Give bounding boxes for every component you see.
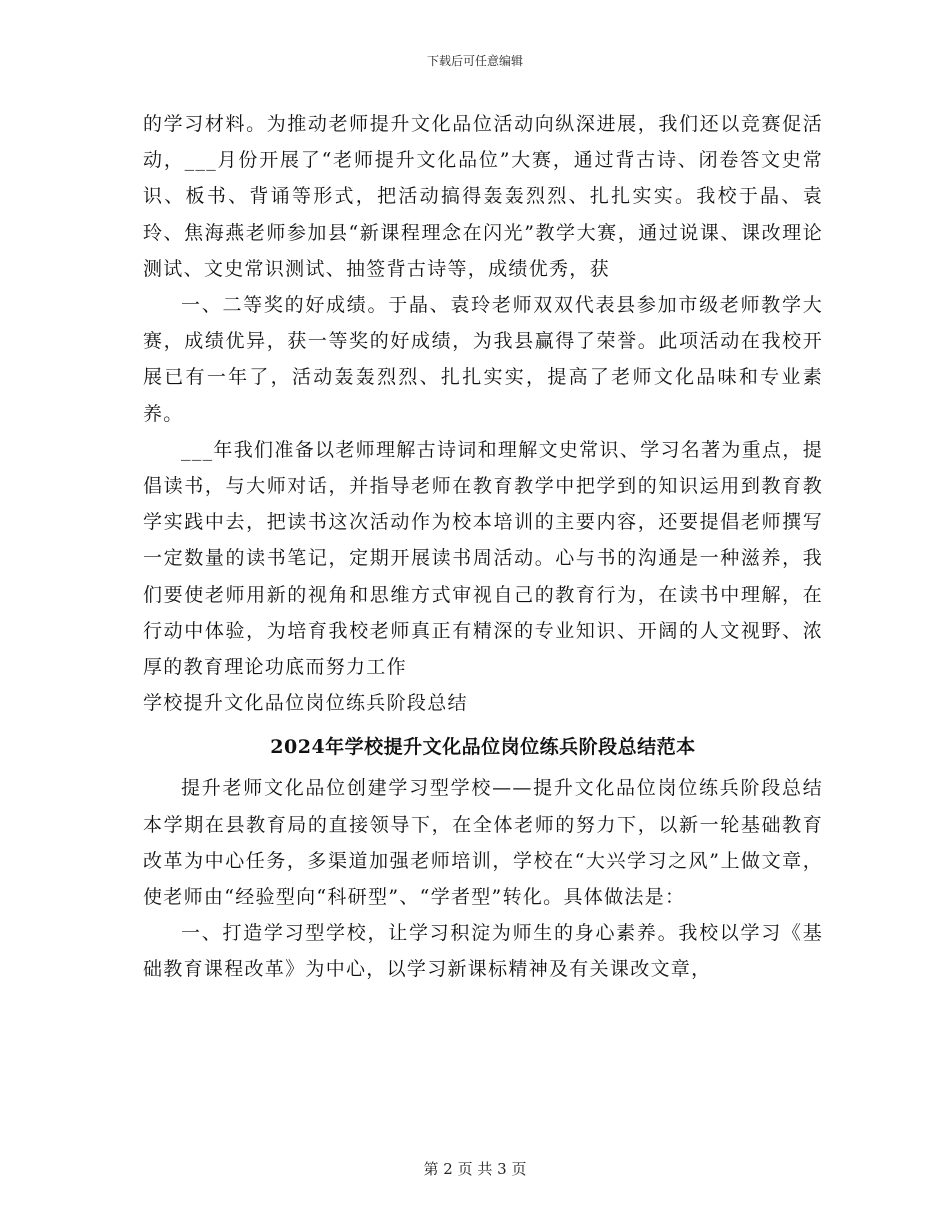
page-header-note: 下载后可任意编辑 [426, 54, 523, 68]
paragraph-award-results: 一、二等奖的好成绩。于晶、袁玲老师双双代表县参加市级老师教学大赛，成绩优异，获一等奖的好成绩，为我县赢得了荣誉。此项活动在我校开展已有一年了，活动轰轰烈烈、扎扎实实，提高了老师文化品味和专业素养。 [143, 294, 823, 425]
section-title: 2024年学校提升文化品位岗位练兵阶段总结范本 [270, 736, 696, 759]
paragraph-point-one: 一、打造学习型学校，让学习积淀为师生的身心素养。我校以学习《基础教育课程改革》为中心，以学习新课标精神及有关课改文章， [143, 922, 823, 981]
document-body [143, 106, 823, 988]
paragraph-next-year-plan: ___年我们准备以老师理解古诗词和理解文史常识、学习名著为重点，提倡读书，与大师对话，并指导老师在教育教学中把学到的知识运用到教育教学实践中去，把读书这次活动作为校本培训的主要内容，还要提倡老师撰写一定数量的读书笔记，定期开展读书周活动。心与书的沟通是一种滋养，我们要使老师用新的视角和思维方式审视自己的教育行为，在读书中理解，在行动中体验，为培育我校老师真正有精深的专业知识、开阔的人文视野、浓厚的教育理论功底而努力工作 [143, 438, 823, 679]
paragraph-study-materials: 的学习材料。为推动老师提升文化品位活动向纵深进展，我们还以竞赛促活动，___月份开展了“老师提升文化品位”大赛，通过背古诗、闭卷答文史常识、板书、背诵等形式，把活动搞得轰轰烈烈、扎扎实实。我校于晶、袁玲、焦海燕老师参加县“新课程理念在闪光”教学大赛，通过说课、课改理论测试、文史常识测试、抽签背古诗等，成绩优秀，获 [143, 113, 823, 280]
page-number-footer: 第 2 页 共 3 页 [423, 1160, 527, 1178]
paragraph-intro: 提升老师文化品位创建学习型学校——提升文化品位岗位练兵阶段总结本学期在县教育局的直接领导下，在全体老师的努力下，以新一轮基础教育改革为中心任务，多渠道加强老师培训，学校在“大兴学习之风”上做文章，使老师由“经验型向“科研型”、“学者型”转化。具体做法是： [143, 777, 823, 909]
paragraph-summary-label: 学校提升文化品位岗位练兵阶段总结 [143, 692, 468, 715]
